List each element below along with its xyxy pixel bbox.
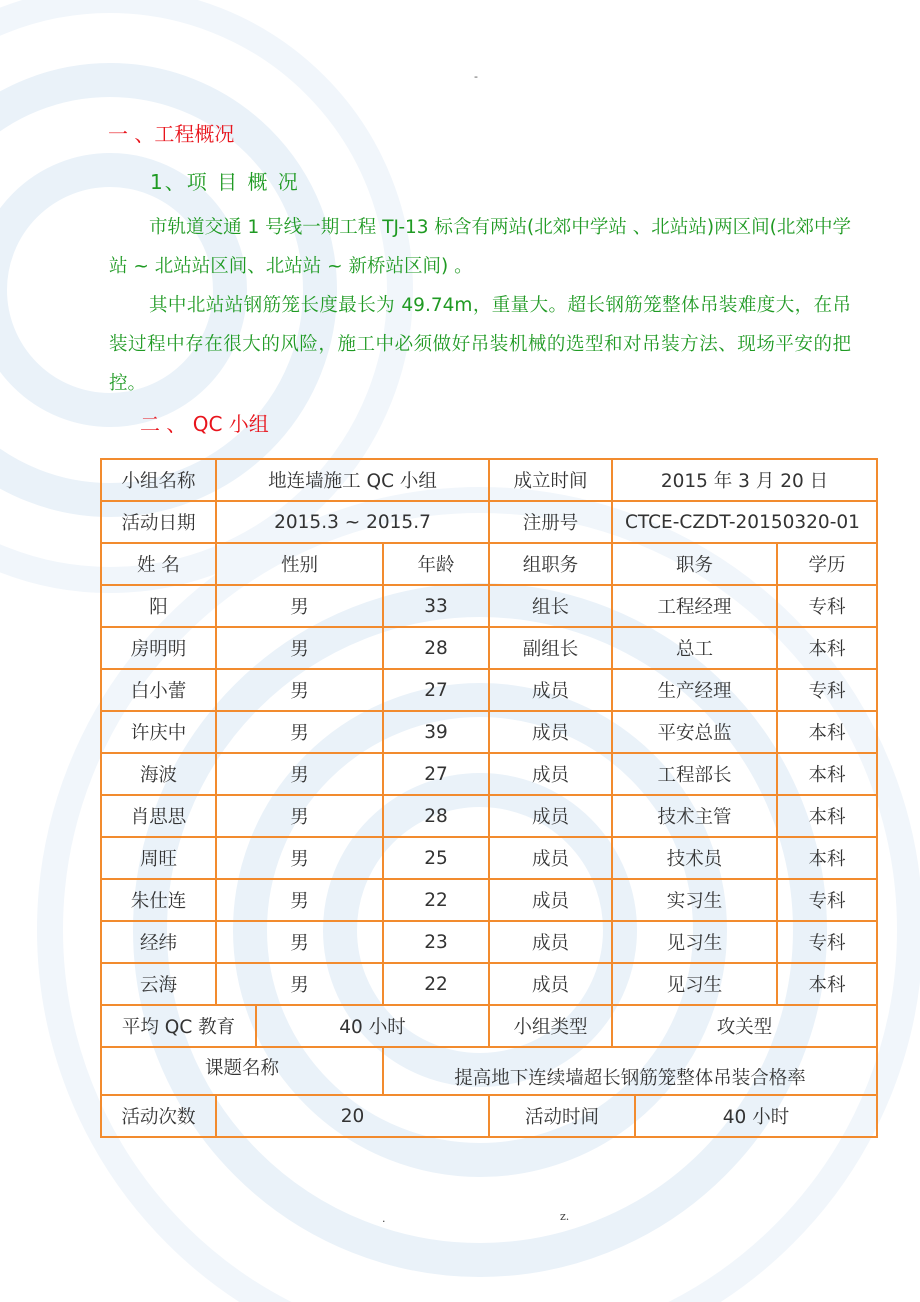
member-gender: 男 <box>216 921 383 963</box>
group-name-value: 地连墙施工 QC 小组 <box>216 459 489 501</box>
table-row <box>101 879 877 921</box>
table-row <box>101 585 877 627</box>
section-heading-qc-group: 二 、 QC 小组 <box>140 412 269 436</box>
registration-label: 注册号 <box>489 501 612 543</box>
member-education: 本科 <box>777 627 877 669</box>
activity-count-value: 20 <box>216 1095 489 1137</box>
member-age: 33 <box>383 585 489 627</box>
member-position: 实习生 <box>612 879 777 921</box>
member-position: 平安总监 <box>612 711 777 753</box>
member-group-role: 成员 <box>489 879 612 921</box>
group-type-label: 小组类型 <box>489 1005 612 1047</box>
member-gender: 男 <box>216 963 383 1005</box>
member-position: 见习生 <box>612 963 777 1005</box>
table-row <box>101 627 877 669</box>
table-row <box>101 921 877 963</box>
group-name-label: 小组名称 <box>101 459 216 501</box>
qc-group-table <box>100 458 878 1138</box>
member-education: 专科 <box>777 921 877 963</box>
header-name: 姓 名 <box>101 543 216 585</box>
table-row <box>101 963 877 1005</box>
table-row-topic <box>101 1047 877 1095</box>
activity-date-value: 2015.3 ~ 2015.7 <box>216 501 489 543</box>
member-position: 技术员 <box>612 837 777 879</box>
member-position: 工程部长 <box>612 753 777 795</box>
member-group-role: 成员 <box>489 921 612 963</box>
member-gender: 男 <box>216 711 383 753</box>
member-education: 专科 <box>777 669 877 711</box>
member-gender: 男 <box>216 627 383 669</box>
founded-label: 成立时间 <box>489 459 612 501</box>
header-gender: 性别 <box>216 543 383 585</box>
page-header-mark: - <box>474 70 478 83</box>
member-name: 房明明 <box>101 627 216 669</box>
member-name: 经纬 <box>101 921 216 963</box>
member-name: 周旺 <box>101 837 216 879</box>
activity-count-label: 活动次数 <box>101 1095 216 1137</box>
member-age: 28 <box>383 795 489 837</box>
member-position: 总工 <box>612 627 777 669</box>
member-education: 专科 <box>777 879 877 921</box>
member-position: 工程经理 <box>612 585 777 627</box>
table-row-group-name <box>101 459 877 501</box>
header-age: 年龄 <box>383 543 489 585</box>
header-education: 学历 <box>777 543 877 585</box>
member-position: 见习生 <box>612 921 777 963</box>
table-row-activity-count <box>101 1095 877 1137</box>
member-education: 本科 <box>777 711 877 753</box>
member-age: 27 <box>383 669 489 711</box>
table-row <box>101 753 877 795</box>
table-row <box>101 669 877 711</box>
section-heading-overview: 一 、工程概况 <box>108 122 235 146</box>
founded-value: 2015 年 3 月 20 日 <box>612 459 877 501</box>
member-name: 云海 <box>101 963 216 1005</box>
group-type-value: 攻关型 <box>612 1005 877 1047</box>
member-age: 22 <box>383 963 489 1005</box>
table-row-activity-date <box>101 501 877 543</box>
member-age: 23 <box>383 921 489 963</box>
member-gender: 男 <box>216 837 383 879</box>
member-gender: 男 <box>216 753 383 795</box>
member-gender: 男 <box>216 795 383 837</box>
member-group-role: 副组长 <box>489 627 612 669</box>
member-age: 39 <box>383 711 489 753</box>
activity-time-value: 40 小时 <box>635 1095 877 1137</box>
member-education: 本科 <box>777 753 877 795</box>
page-footer-mark: z. <box>560 1210 570 1223</box>
member-age: 28 <box>383 627 489 669</box>
paragraph-project-risk: 其中北站站钢筋笼长度最长为 49.74m，重量大。超长钢筋笼整体吊装难度大，在吊装过程中存在很大的风险，施工中必须做好吊装机械的选型和对吊装方法、现场平安的把控。 <box>109 295 851 394</box>
header-position: 职务 <box>612 543 777 585</box>
header-group-role: 组职务 <box>489 543 612 585</box>
member-name: 阳 <box>101 585 216 627</box>
member-gender: 男 <box>216 879 383 921</box>
paragraph-project-scope: 市轨道交通 1 号线一期工程 TJ-13 标含有两站(北郊中学站 、北站站)两区间(北郊中学站 ~ 北站站区间、北站站 ~ 新桥站区间) 。 <box>109 217 851 277</box>
subsection-heading-project: 1、项 目 概 况 <box>150 170 300 194</box>
member-name: 朱仕连 <box>101 879 216 921</box>
table-row <box>101 795 877 837</box>
member-group-role: 成员 <box>489 669 612 711</box>
topic-value: 提高地下连续墙超长钢筋笼整体吊装合格率 <box>383 1047 877 1095</box>
member-education: 本科 <box>777 837 877 879</box>
table-row <box>101 837 877 879</box>
table-row-member-headers <box>101 543 877 585</box>
member-group-role: 成员 <box>489 795 612 837</box>
member-education: 专科 <box>777 585 877 627</box>
member-group-role: 成员 <box>489 963 612 1005</box>
table-row-education-type <box>101 1005 877 1047</box>
member-group-role: 组长 <box>489 585 612 627</box>
member-group-role: 成员 <box>489 837 612 879</box>
member-name: 白小蕾 <box>101 669 216 711</box>
member-name: 海波 <box>101 753 216 795</box>
qc-education-label: 平均 QC 教育 <box>101 1005 256 1047</box>
member-group-role: 成员 <box>489 711 612 753</box>
qc-education-value: 40 小时 <box>256 1005 489 1047</box>
member-position: 生产经理 <box>612 669 777 711</box>
member-age: 25 <box>383 837 489 879</box>
member-name: 肖思思 <box>101 795 216 837</box>
table-row <box>101 711 877 753</box>
member-position: 技术主管 <box>612 795 777 837</box>
activity-time-label: 活动时间 <box>489 1095 635 1137</box>
member-gender: 男 <box>216 669 383 711</box>
page-footer-dot: . <box>382 1212 386 1225</box>
member-name: 许庆中 <box>101 711 216 753</box>
member-gender: 男 <box>216 585 383 627</box>
activity-date-label: 活动日期 <box>101 501 216 543</box>
member-group-role: 成员 <box>489 753 612 795</box>
topic-label: 课题名称 <box>101 1047 383 1095</box>
member-education: 本科 <box>777 963 877 1005</box>
member-education: 本科 <box>777 795 877 837</box>
member-age: 22 <box>383 879 489 921</box>
registration-value: CTCE-CZDT-20150320-01 <box>612 501 877 543</box>
member-age: 27 <box>383 753 489 795</box>
